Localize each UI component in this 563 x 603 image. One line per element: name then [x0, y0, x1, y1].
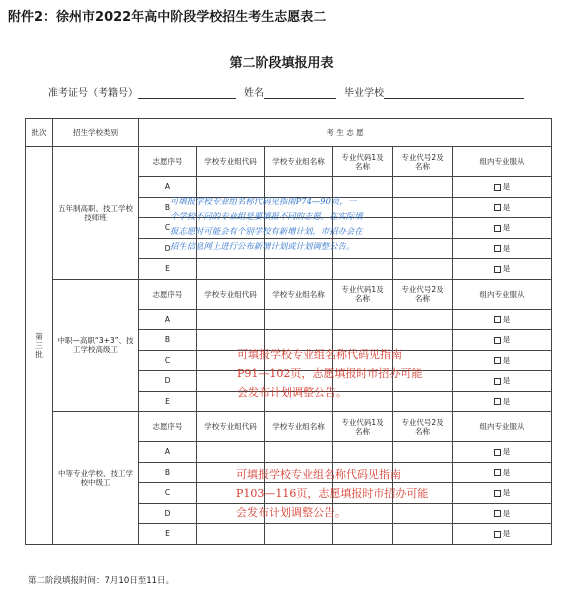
major-code1-header: 专业代码1及名称	[333, 279, 393, 309]
form-subtitle: 第二阶段填报用表	[229, 56, 334, 71]
group-name-header: 学校专业组名称	[265, 279, 333, 309]
group-name-cell[interactable]	[265, 371, 333, 392]
wish-sequence-letter: A	[139, 309, 197, 330]
category-header: 招生学校类别	[53, 119, 139, 147]
candidate-info-line	[48, 84, 524, 99]
school-category	[53, 412, 139, 545]
school-category	[53, 147, 139, 280]
batch-header: 批次	[26, 119, 53, 147]
obey-yes-label: 是	[502, 467, 511, 477]
sequence-header: 志愿序号	[139, 279, 197, 309]
obey-checkbox[interactable]	[494, 184, 501, 191]
group-code-cell[interactable]	[197, 330, 265, 351]
group-code-cell[interactable]	[197, 442, 265, 463]
red-handwritten-note-1: 可填报学校专业组名称代码见指南 P91—102页，志愿填报时市招办可能 会发布计划调整公告。	[237, 348, 423, 399]
major-code1-cell[interactable]	[333, 218, 393, 239]
document-title: 附件2：徐州市2022年高中阶段学校招生考生志愿表二	[8, 10, 327, 25]
school-category	[53, 279, 139, 412]
wish-sequence-letter: B	[139, 462, 197, 483]
group-code-header: 学校专业组代码	[197, 147, 265, 177]
wish-sequence-letter: A	[139, 442, 197, 463]
obey-cell	[453, 218, 552, 239]
obey-checkbox[interactable]	[494, 245, 501, 252]
group-code-cell[interactable]	[197, 177, 265, 198]
major-code2-cell[interactable]	[393, 330, 453, 351]
obey-checkbox[interactable]	[494, 225, 501, 232]
group-name-cell[interactable]	[265, 330, 333, 351]
obey-checkbox[interactable]	[494, 490, 501, 497]
group-code-cell[interactable]	[197, 259, 265, 280]
obey-checkbox[interactable]	[494, 378, 501, 385]
group-code-cell[interactable]	[197, 524, 265, 545]
wish-sequence-letter: B	[139, 330, 197, 351]
name-label: 姓名	[244, 88, 264, 99]
group-code-cell[interactable]	[197, 503, 265, 524]
group-name-cell[interactable]	[265, 483, 333, 504]
obey-yes-label: 是	[502, 529, 511, 539]
group-code-header: 学校专业组代码	[197, 412, 265, 442]
obey-checkbox[interactable]	[494, 469, 501, 476]
obey-yes-label: 是	[502, 376, 511, 386]
wish-sequence-letter: E	[139, 524, 197, 545]
major-code2-cell[interactable]	[393, 524, 453, 545]
obey-checkbox[interactable]	[494, 531, 501, 538]
major-code1-cell[interactable]	[333, 371, 393, 392]
group-name-cell[interactable]	[265, 177, 333, 198]
obey-cell	[453, 503, 552, 524]
major-code2-cell[interactable]	[393, 350, 453, 371]
school-category-label: 中等专业学校、技工学校中级工	[58, 468, 133, 487]
major-code1-cell[interactable]	[333, 503, 393, 524]
obey-cell	[453, 197, 552, 218]
group-code-cell[interactable]	[197, 238, 265, 259]
wish-sequence-letter: D	[139, 371, 197, 392]
obey-cell	[453, 177, 552, 198]
red-handwritten-note-2: 可填报学校专业组名称代码见指南 P103—116页，志愿填报时市招办可能 会发布计划调整公告。	[236, 468, 429, 519]
group-name-header: 学校专业组名称	[265, 147, 333, 177]
obey-yes-label: 是	[502, 223, 511, 233]
group-code-cell[interactable]	[197, 218, 265, 239]
wish-sequence-letter: B	[139, 197, 197, 218]
obey-header: 组内专业服从	[453, 279, 552, 309]
group-code-header: 学校专业组代码	[197, 279, 265, 309]
major-code1-cell[interactable]	[333, 524, 393, 545]
sequence-header: 志愿序号	[139, 412, 197, 442]
major-code1-cell[interactable]	[333, 309, 393, 330]
major-code2-cell[interactable]	[393, 177, 453, 198]
group-name-cell[interactable]	[265, 238, 333, 259]
exam-number-field[interactable]	[138, 86, 236, 99]
obey-cell	[453, 462, 552, 483]
obey-yes-label: 是	[502, 355, 511, 365]
school-category-label: 中职—高职“3+3”、技工学校高级工	[57, 336, 134, 355]
major-code1-header: 专业代码1及名称	[333, 412, 393, 442]
obey-checkbox[interactable]	[494, 266, 501, 273]
obey-checkbox[interactable]	[494, 337, 501, 344]
major-code1-cell[interactable]	[333, 238, 393, 259]
batch-label	[26, 147, 53, 545]
obey-cell	[453, 330, 552, 351]
obey-cell	[453, 350, 552, 371]
name-field[interactable]	[264, 86, 336, 99]
sequence-header: 志愿序号	[139, 147, 197, 177]
wish-sequence-letter: A	[139, 177, 197, 198]
obey-checkbox[interactable]	[494, 510, 501, 517]
group-code-cell[interactable]	[197, 391, 265, 412]
group-name-cell[interactable]	[265, 503, 333, 524]
obey-cell	[453, 391, 552, 412]
wish-sequence-letter: E	[139, 391, 197, 412]
obey-checkbox[interactable]	[494, 316, 501, 323]
obey-checkbox[interactable]	[494, 204, 501, 211]
group-name-cell[interactable]	[265, 218, 333, 239]
batch-label-text: 第三批	[35, 331, 43, 359]
major-code2-cell[interactable]	[393, 309, 453, 330]
obey-cell	[453, 309, 552, 330]
obey-cell	[453, 259, 552, 280]
group-code-cell[interactable]	[197, 197, 265, 218]
obey-yes-label: 是	[502, 488, 511, 498]
obey-header: 组内专业服从	[453, 412, 552, 442]
obey-cell	[453, 442, 552, 463]
major-code2-cell[interactable]	[393, 371, 453, 392]
major-code2-header: 专业代号2及名称	[393, 147, 453, 177]
group-name-cell[interactable]	[265, 350, 333, 371]
group-code-cell[interactable]	[197, 462, 265, 483]
obey-cell	[453, 524, 552, 545]
major-code1-cell[interactable]	[333, 462, 393, 483]
wish-table	[25, 118, 552, 545]
major-code2-cell[interactable]	[393, 442, 453, 463]
obey-header: 组内专业服从	[453, 147, 552, 177]
obey-yes-label: 是	[502, 314, 511, 324]
obey-yes-label: 是	[502, 508, 511, 518]
major-code2-header: 专业代号2及名称	[393, 412, 453, 442]
footer-note: 第二阶段填报时间：7月10日至11日。	[28, 576, 175, 586]
major-code2-header: 专业代号2及名称	[393, 279, 453, 309]
group-name-header: 学校专业组名称	[265, 412, 333, 442]
group-name-cell[interactable]	[265, 524, 333, 545]
wish-sequence-letter: E	[139, 259, 197, 280]
wish-sequence-letter: D	[139, 503, 197, 524]
major-code1-cell[interactable]	[333, 197, 393, 218]
major-code2-cell[interactable]	[393, 462, 453, 483]
obey-yes-label: 是	[502, 396, 511, 406]
school-category-label: 五年制高职、技工学校技师班	[58, 203, 133, 222]
obey-checkbox[interactable]	[494, 449, 501, 456]
group-name-cell[interactable]	[265, 462, 333, 483]
obey-yes-label: 是	[502, 447, 511, 457]
major-code1-cell[interactable]	[333, 330, 393, 351]
major-code1-cell[interactable]	[333, 391, 393, 412]
major-code2-cell[interactable]	[393, 483, 453, 504]
wish-sequence-letter: C	[139, 218, 197, 239]
group-code-cell[interactable]	[197, 371, 265, 392]
major-code2-cell[interactable]	[393, 259, 453, 280]
obey-yes-label: 是	[502, 202, 511, 212]
obey-yes-label: 是	[502, 243, 511, 253]
group-name-cell[interactable]	[265, 309, 333, 330]
major-code1-cell[interactable]	[333, 350, 393, 371]
blue-handwritten-note: 可填报学校专业组名称代码见指南P74—90页，一 个学校不同的专业组是要填报不同的志愿。在实际填 报志愿时可能会有个别学校有新增计划，市招办会在 招生信息网上进行公布新增计划或计划调整公告。	[170, 196, 363, 251]
obey-checkbox[interactable]	[494, 398, 501, 405]
wish-sequence-letter: C	[139, 483, 197, 504]
graduation-school-field[interactable]	[384, 86, 524, 99]
obey-checkbox[interactable]	[494, 357, 501, 364]
major-code2-cell[interactable]	[393, 218, 453, 239]
major-code1-header: 专业代码1及名称	[333, 147, 393, 177]
group-code-cell[interactable]	[197, 309, 265, 330]
group-name-cell[interactable]	[265, 197, 333, 218]
major-code1-cell[interactable]	[333, 442, 393, 463]
group-code-cell[interactable]	[197, 350, 265, 371]
obey-yes-label: 是	[502, 335, 511, 345]
obey-cell	[453, 483, 552, 504]
major-code1-cell[interactable]	[333, 483, 393, 504]
major-code2-cell[interactable]	[393, 197, 453, 218]
major-code1-cell[interactable]	[333, 177, 393, 198]
major-code2-cell[interactable]	[393, 391, 453, 412]
wish-sequence-letter: D	[139, 238, 197, 259]
group-name-cell[interactable]	[265, 259, 333, 280]
wish-sequence-letter: C	[139, 350, 197, 371]
group-name-cell[interactable]	[265, 391, 333, 412]
exam-number-label: 准考证号（考籍号）	[48, 88, 138, 99]
graduation-school-label: 毕业学校	[344, 88, 384, 99]
major-code1-cell[interactable]	[333, 259, 393, 280]
obey-yes-label: 是	[502, 264, 511, 274]
group-name-cell[interactable]	[265, 442, 333, 463]
wish-header: 考 生 志 愿	[139, 119, 552, 147]
major-code2-cell[interactable]	[393, 238, 453, 259]
group-code-cell[interactable]	[197, 483, 265, 504]
major-code2-cell[interactable]	[393, 503, 453, 524]
obey-cell	[453, 371, 552, 392]
obey-cell	[453, 238, 552, 259]
obey-yes-label: 是	[502, 182, 511, 192]
